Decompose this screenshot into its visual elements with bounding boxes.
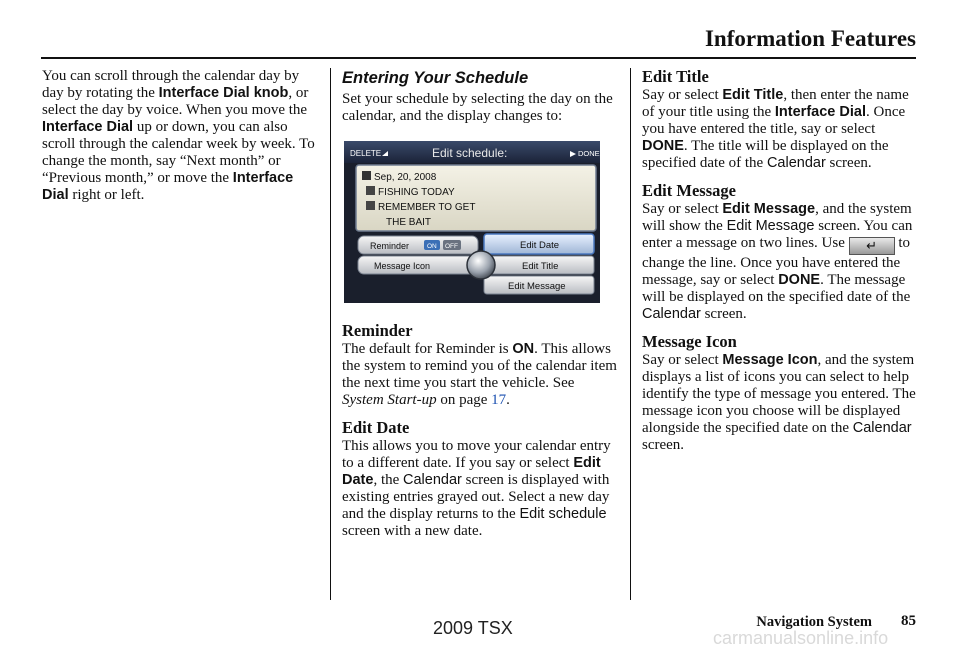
edit-date-heading: Edit Date <box>342 418 410 437</box>
column-1 <box>42 68 318 214</box>
column-divider <box>330 68 331 600</box>
delete-button[interactable]: DELETE <box>350 149 382 158</box>
column-divider <box>630 68 631 600</box>
screen-title: Edit schedule: <box>432 146 508 160</box>
column-2 <box>342 68 618 550</box>
svg-text:Message Icon: Message Icon <box>374 261 431 271</box>
svg-text:ON: ON <box>427 243 437 250</box>
header-rule <box>41 57 916 59</box>
message-icon <box>366 201 375 210</box>
schedule-title: FISHING TODAY <box>378 187 455 198</box>
svg-text:Edit Title: Edit Title <box>522 261 559 272</box>
svg-text:Edit Date: Edit Date <box>520 240 560 251</box>
edit-message-heading: Edit Message <box>642 181 736 200</box>
schedule-date: Sep, 20, 2008 <box>374 172 437 183</box>
done-button[interactable]: DONE <box>578 149 600 158</box>
reminder-section <box>342 322 618 409</box>
column-3 <box>642 68 918 464</box>
watermark: carmanualsonline.info <box>713 628 889 648</box>
section-heading: Entering Your Schedule <box>342 69 529 87</box>
model-label: 2009 TSX <box>433 618 513 638</box>
edit-title-section <box>642 68 918 172</box>
return-key-icon: ↵ <box>849 237 895 255</box>
edit-title-heading: Edit Title <box>642 67 709 86</box>
intro-text: Set your schedule by selecting the day on the calendar, and the display changes to: <box>342 91 613 124</box>
intro-paragraph: You can scroll through the calendar day by day by rotating the Interface Dial knob, or select the day by voice. When you move the Interface Dial up or down, you can also scroll through the calendar week by week. To change the month, say “Next month” or “Previous month,” or move the Interface Dial right or left. <box>42 68 315 203</box>
edit-schedule-screenshot <box>344 141 600 303</box>
edit-date-section <box>342 419 618 540</box>
edit-title-text: Say or select Edit Title, then enter the name of your title using the Interface Dial. Once you have entered the title, say or select DONE. The title will be displayed on the specified date of the Calendar screen. <box>642 87 909 171</box>
svg-text:OFF: OFF <box>445 243 458 250</box>
reminder-heading: Reminder <box>342 321 413 340</box>
message-icon-section <box>642 333 918 454</box>
edit-message-section <box>642 182 918 323</box>
reminder-label: Reminder <box>370 241 410 251</box>
reminder-text: The default for Reminder is ON. This allows the system to remind you of the calendar item the next time you start the vehicle. See System Start-up on page 17. <box>342 341 617 408</box>
calendar-icon <box>362 171 371 180</box>
schedule-message-line: REMEMBER TO GET <box>378 202 476 213</box>
edit-date-text: This allows you to move your calendar entry to a different date. If you say or select Edit Date, the Calendar screen is displayed with existing entries grayed out. Select a new day and the display returns to the Edit schedule screen with a new date. <box>342 438 611 539</box>
page-link[interactable]: 17 <box>491 392 507 408</box>
message-icon-text: Say or select Message Icon, and the system displays a list of icons you can select to help identify the type of message you entered. The message icon you choose will be displayed alongside the specified date on the Calendar screen. <box>642 352 916 453</box>
message-icon-heading: Message Icon <box>642 332 737 351</box>
interface-dial-icon <box>467 251 495 279</box>
schedule-message-line: THE BAIT <box>386 217 432 228</box>
edit-message-text: Say or select Edit Message, and the system will show the Edit Message screen. You can enter a message on two lines. Use ↵ to change the line. Once you have entered the message, say or select DONE. The message will be displayed on the specified date of the Calendar screen. <box>642 201 913 322</box>
footer-nav-label: Navigation System <box>756 614 872 630</box>
message-icon <box>366 186 375 195</box>
page-header-title: Information Features <box>704 26 916 51</box>
page-number: 85 <box>901 613 916 629</box>
svg-text:Edit Message: Edit Message <box>508 281 566 292</box>
